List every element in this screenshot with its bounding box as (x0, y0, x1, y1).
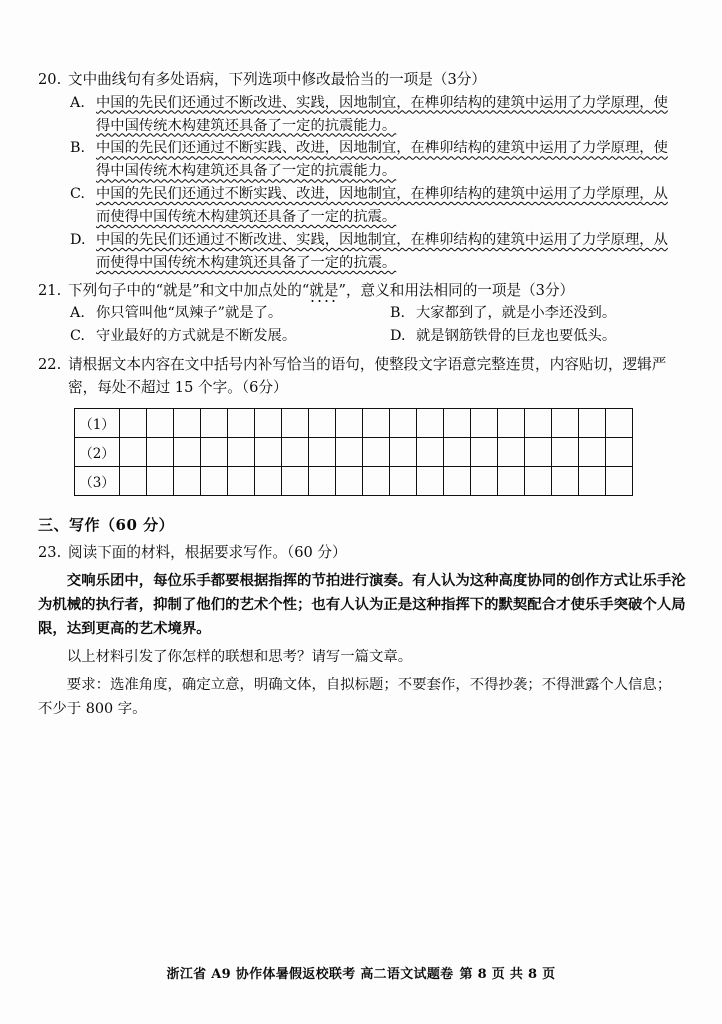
option-text (96, 229, 686, 275)
answer-grid-cell[interactable] (471, 408, 498, 437)
answer-grid-cell[interactable] (606, 408, 633, 437)
question-21-number: 21. (38, 281, 62, 299)
answer-grid-cell[interactable] (147, 466, 174, 495)
answer-grid-cell[interactable] (255, 466, 282, 495)
answer-grid-row-label: （3） (75, 466, 120, 495)
answer-grid-cell[interactable] (174, 437, 201, 466)
answer-grid-cell[interactable] (336, 466, 363, 495)
answer-grid-cell[interactable] (552, 408, 579, 437)
option-text: 守业最好的方式就是不断发展。 (96, 328, 297, 345)
question-22-stem-line-2 (38, 376, 686, 400)
answer-grid-cell[interactable] (417, 437, 444, 466)
option-line-1: 中国的先民们还通过不断改进、实践，因地制宜，在榫卯结构的建筑中运用了力学原理，从 (96, 231, 668, 248)
question-20-number: 20. (38, 71, 62, 88)
page-footer (0, 963, 722, 982)
answer-grid-cell[interactable] (255, 437, 282, 466)
option-label: B. (70, 140, 86, 157)
answer-grid-cell[interactable] (606, 437, 633, 466)
answer-grid-cell[interactable] (498, 437, 525, 466)
answer-grid-cell[interactable] (174, 466, 201, 495)
answer-grid-row (75, 437, 633, 466)
answer-grid-wrapper (74, 408, 686, 496)
writing-requirement-line-2: 不少于 800 字。 (38, 701, 147, 718)
question-20-option-c[interactable] (70, 183, 686, 229)
answer-grid-cell[interactable] (444, 466, 471, 495)
option-label: A. (70, 305, 85, 322)
answer-grid-cell[interactable] (201, 437, 228, 466)
option-label: D. (390, 328, 406, 345)
answer-grid-cell[interactable] (417, 408, 444, 437)
section-title-writing: 三、写作（60 分） (38, 515, 175, 534)
answer-grid-cell[interactable] (336, 408, 363, 437)
question-22 (38, 353, 686, 496)
question-21-stem (68, 279, 686, 303)
answer-grid-cell[interactable] (120, 408, 147, 437)
option-line-1: 中国的先民们还通过不断改进、实践，因地制宜，在榫卯结构的建筑中运用了力学原理，使 (96, 94, 668, 111)
answer-grid-cell[interactable] (417, 466, 444, 495)
writing-prompt: 以上材料引发了你怎样的联想和思考？请写一篇文章。 (66, 649, 413, 666)
option-line-1: 中国的先民们还通过不断实践、改进，因地制宜，在榫卯结构的建筑中运用了力学原理，使 (96, 140, 668, 157)
answer-grid[interactable] (74, 408, 633, 496)
answer-grid-cell[interactable] (525, 437, 552, 466)
option-text (96, 183, 686, 229)
answer-grid-cell[interactable] (579, 437, 606, 466)
answer-grid-cell[interactable] (390, 466, 417, 495)
option-text: 大家都到了，就是小李还没到。 (416, 305, 617, 322)
answer-grid-cell[interactable] (201, 408, 228, 437)
answer-grid-cell[interactable] (255, 408, 282, 437)
question-20-option-a[interactable] (70, 92, 686, 138)
answer-grid-cell[interactable] (147, 437, 174, 466)
question-21 (38, 279, 686, 349)
option-label: A. (70, 94, 85, 111)
answer-grid-cell[interactable] (363, 408, 390, 437)
writing-requirement-line-1: 要求：选准角度，确定立意，明确文体，自拟标题；不要套作，不得抄袭；不得泄露个人信息； (66, 677, 672, 694)
option-text (96, 92, 686, 138)
option-line-2: 而使得中国传统木构建筑还具备了一定的抗震。 (96, 254, 397, 271)
answer-grid-cell[interactable] (525, 466, 552, 495)
question-20-stem-line (38, 68, 686, 92)
option-line-2: 得中国传统木构建筑还具备了一定的抗震能力。 (96, 163, 397, 180)
question-20-option-d[interactable] (70, 229, 686, 275)
question-20 (38, 68, 686, 275)
answer-grid-cell[interactable] (120, 466, 147, 495)
answer-grid-cell[interactable] (282, 408, 309, 437)
option-text: 你只管叫他“凤辣子”就是了。 (96, 305, 283, 322)
answer-grid-cell[interactable] (228, 466, 255, 495)
question-22-stem-line-1 (38, 353, 686, 377)
answer-grid-cell[interactable] (525, 408, 552, 437)
question-22-stem-2: 密，每处不超过 15 个字。（6分） (68, 379, 288, 397)
answer-grid-cell[interactable] (498, 408, 525, 437)
answer-grid-cell[interactable] (471, 437, 498, 466)
answer-grid-cell[interactable] (390, 408, 417, 437)
question-21-option-b[interactable] (390, 302, 686, 325)
option-text (96, 137, 686, 183)
answer-grid-cell[interactable] (309, 466, 336, 495)
question-21-option-a[interactable] (70, 302, 390, 325)
option-line-1: 中国的先民们还通过不断实践、改进，因地制宜，在榫卯结构的建筑中运用了力学原理，从 (96, 186, 668, 203)
answer-grid-cell[interactable] (201, 466, 228, 495)
answer-grid-cell[interactable] (579, 466, 606, 495)
dotted-emphasis: 就是 (309, 281, 339, 299)
answer-grid-row (75, 408, 633, 437)
writing-material: 交响乐团中，每位乐手都要根据指挥的节拍进行演奏。有人认为这种高度协同的创作方式让乐手沦为机械的执行者，抑制了他们的艺术个性；也有人认为正是这种指挥下的默契配合才使乐手突破个人局限，达到更高的艺术境界。 (38, 571, 686, 637)
footer-exam-name: 浙江省 A9 协作体暑假返校联考 高二语文试题卷 (166, 967, 454, 982)
stem-post: ”，意义和用法相同的一项是（3分） (338, 281, 575, 299)
footer-page-info: 第 8 页 共 8 页 (459, 967, 556, 982)
answer-grid-cell[interactable] (579, 408, 606, 437)
answer-grid-row (75, 466, 633, 495)
answer-grid-cell[interactable] (498, 466, 525, 495)
answer-grid-cell[interactable] (471, 466, 498, 495)
answer-grid-cell[interactable] (228, 408, 255, 437)
answer-grid-row-label: （2） (75, 437, 120, 466)
question-21-options-row-2 (70, 325, 686, 348)
option-label: B. (390, 305, 406, 322)
answer-grid-cell[interactable] (309, 437, 336, 466)
stem-pre: 下列句子中的“就是”和文中加点处的“ (68, 281, 310, 299)
option-label: D. (70, 231, 86, 248)
question-20-option-b[interactable] (70, 137, 686, 183)
question-21-options-row-1 (70, 302, 686, 325)
page-content (38, 68, 686, 726)
option-label: C. (70, 328, 85, 345)
answer-grid-cell[interactable] (174, 408, 201, 437)
option-text: 就是钢筋铁骨的巨龙也要低头。 (416, 328, 617, 345)
question-23-number: 23. (38, 543, 62, 561)
answer-grid-cell[interactable] (282, 466, 309, 495)
answer-grid-cell[interactable] (552, 466, 579, 495)
answer-grid-cell[interactable] (228, 437, 255, 466)
answer-grid-cell[interactable] (363, 437, 390, 466)
answer-grid-cell[interactable] (390, 437, 417, 466)
option-line-2: 得中国传统木构建筑还具备了一定的抗震能力。 (96, 117, 397, 134)
question-22-number: 22. (38, 355, 62, 373)
question-23-stem: 阅读下面的材料，根据要求写作。（60 分） (68, 543, 347, 561)
question-21-option-c[interactable] (70, 325, 390, 348)
question-22-stem-1: 请根据文本内容在文中括号内补写恰当的语句，使整段文字语意完整连贯，内容贴切，逻辑严 (68, 355, 667, 373)
answer-grid-cell[interactable] (552, 437, 579, 466)
answer-grid-cell[interactable] (336, 437, 363, 466)
answer-grid-cell[interactable] (444, 408, 471, 437)
answer-grid-cell[interactable] (120, 437, 147, 466)
question-23 (38, 541, 686, 722)
question-23-stem-line (38, 541, 686, 565)
question-20-stem: 文中曲线句有多处语病，下列选项中修改最恰当的一项是（3分） (68, 71, 486, 88)
answer-grid-row-label: （1） (75, 408, 120, 437)
question-21-option-d[interactable] (390, 325, 686, 348)
answer-grid-cell[interactable] (363, 466, 390, 495)
answer-grid-cell[interactable] (309, 408, 336, 437)
option-line-2: 而使得中国传统木构建筑还具备了一定的抗震。 (96, 209, 397, 226)
answer-grid-cell[interactable] (444, 437, 471, 466)
option-label: C. (70, 186, 85, 203)
answer-grid-cell[interactable] (606, 466, 633, 495)
question-21-stem-line (38, 279, 686, 303)
answer-grid-cell[interactable] (147, 408, 174, 437)
answer-grid-cell[interactable] (282, 437, 309, 466)
